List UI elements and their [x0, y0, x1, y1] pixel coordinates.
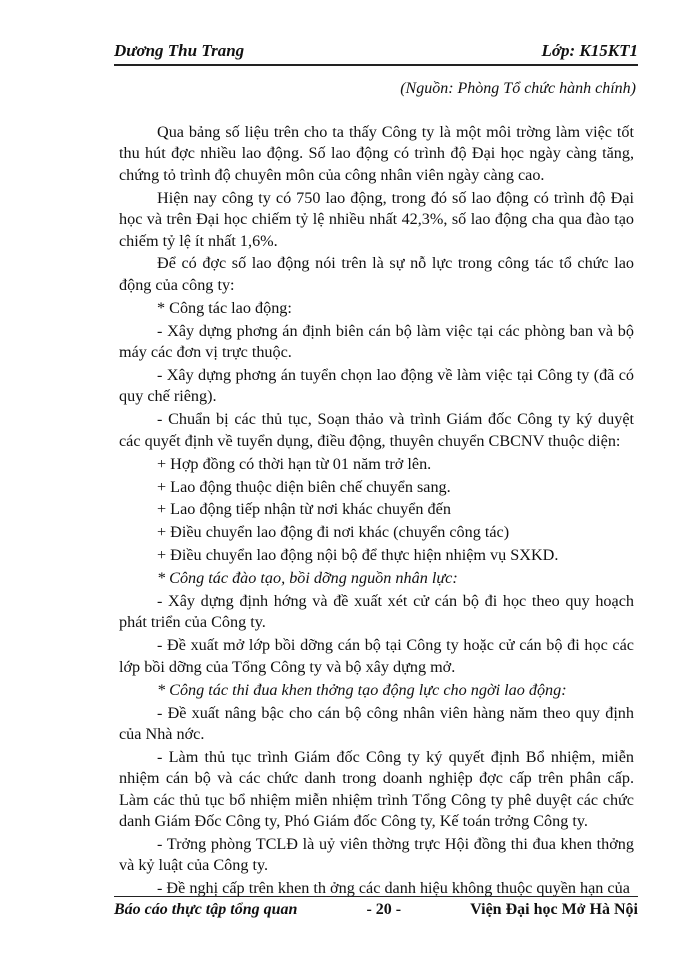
class-label: Lớp: K15KT1 [541, 41, 638, 60]
list-item: - Xây dựng định hớng và đề xuất xét cử cán bộ đi học theo quy hoạch phát triển của Công ty. [119, 592, 634, 632]
report-title: Báo cáo thực tập tổng quan [114, 901, 298, 918]
body-text [119, 122, 634, 901]
list-item: - Xây dựng phơng án tuyển chọn lao động về làm việc tại Công ty (đã có quy chế riêng). [119, 365, 634, 406]
list-item: - Trởng phòng TCLĐ là uỷ viên thờng trực Hội đồng thi đua khen thởng và kỷ luật của Công ty. [119, 835, 634, 875]
list-item: - Xây dựng phơng án định biên cán bộ làm việc tại các phòng ban và bộ máy các đơn vị trực thuộc. [119, 321, 634, 362]
page-footer [114, 896, 638, 923]
sub-list-item: + Lao động thuộc diện biên chế chuyển sang. [157, 477, 451, 496]
author-name: Dương Thu Trang [114, 41, 245, 60]
paragraph: Để có đợc số lao động nói trên là sự nỗ lực trong công tác tổ chức lao động của công ty: [119, 254, 634, 294]
section-heading: * Công tác đào tạo, bồi dỡng nguồn nhân lực: [157, 569, 458, 588]
sub-list-item: + Điều chuyển lao động nội bộ để thực hiện nhiệm vụ SXKD. [157, 546, 559, 565]
institution-name: Viện Đại học Mở Hà Nội [470, 901, 638, 918]
page-header [114, 38, 638, 66]
sub-list-item: + Hợp đồng có thời hạn từ 01 năm trở lên. [157, 454, 432, 473]
section-heading: * Công tác thi đua khen thởng tạo động lực cho ngời lao động: [157, 680, 567, 699]
section-heading: * Công tác lao động: [157, 298, 292, 317]
paragraph: Qua bảng số liệu trên cho ta thấy Công ty là một môi trờng làm việc tốt thu hút đợc nhiều lao động. Số lao động có trình độ Đại học ngày càng tăng, chứng tỏ trình độ chuyên môn của công nhân viên ngày càng cao. [119, 123, 634, 184]
list-item: - Đề nghị cấp trên khen th ởng các danh hiệu không thuộc quyền hạn của [157, 879, 630, 898]
list-item: - Đề xuất nâng bậc cho cán bộ công nhân viên hàng năm theo quy định của Nhà nớc. [119, 703, 634, 743]
sub-list-item: + Điều chuyển lao động đi nơi khác (chuyển công tác) [157, 523, 510, 542]
source-note: (Nguồn: Phòng Tổ chức hành chính) [400, 80, 636, 97]
list-item: - Làm thủ tục trình Giám đốc Công ty ký quyết định Bổ nhiệm, miễn nhiệm cán bộ và các chức danh trong doanh nghiệp đợc cấp trên phân cấp. Làm các thủ tục bổ nhiệm miễn nhiệm trình Tổng Công ty phê duyệt các chức danh Giám Đốc Công ty, Phó Giám đốc Công ty, Kế toán trởng Công ty. [119, 747, 634, 831]
list-item: - Đề xuất mở lớp bồi dỡng cán bộ tại Công ty hoặc cử cán bộ đi học các lớp bồi dỡng của Tổng Công ty và bộ xây dựng mở. [119, 636, 634, 676]
sub-list-item: + Lao động tiếp nhận từ nơi khác chuyển đến [157, 500, 451, 519]
list-item: - Chuẩn bị các thủ tục, Soạn thảo và trình Giám đốc Công ty ký duyệt các quyết định về tuyển dụng, điều động, thuyên chuyển CBCNV thuộc diện: [119, 410, 634, 450]
page-number: - 20 - [366, 901, 402, 918]
paragraph: Hiện nay công ty có 750 lao động, trong đó số lao động có trình độ Đại học và trên Đại học chiếm tỷ lệ nhiều nhất 42,3%, số lao động cha qua đào tạo chiếm tỷ lệ ít nhất 1,6%. [119, 188, 634, 250]
